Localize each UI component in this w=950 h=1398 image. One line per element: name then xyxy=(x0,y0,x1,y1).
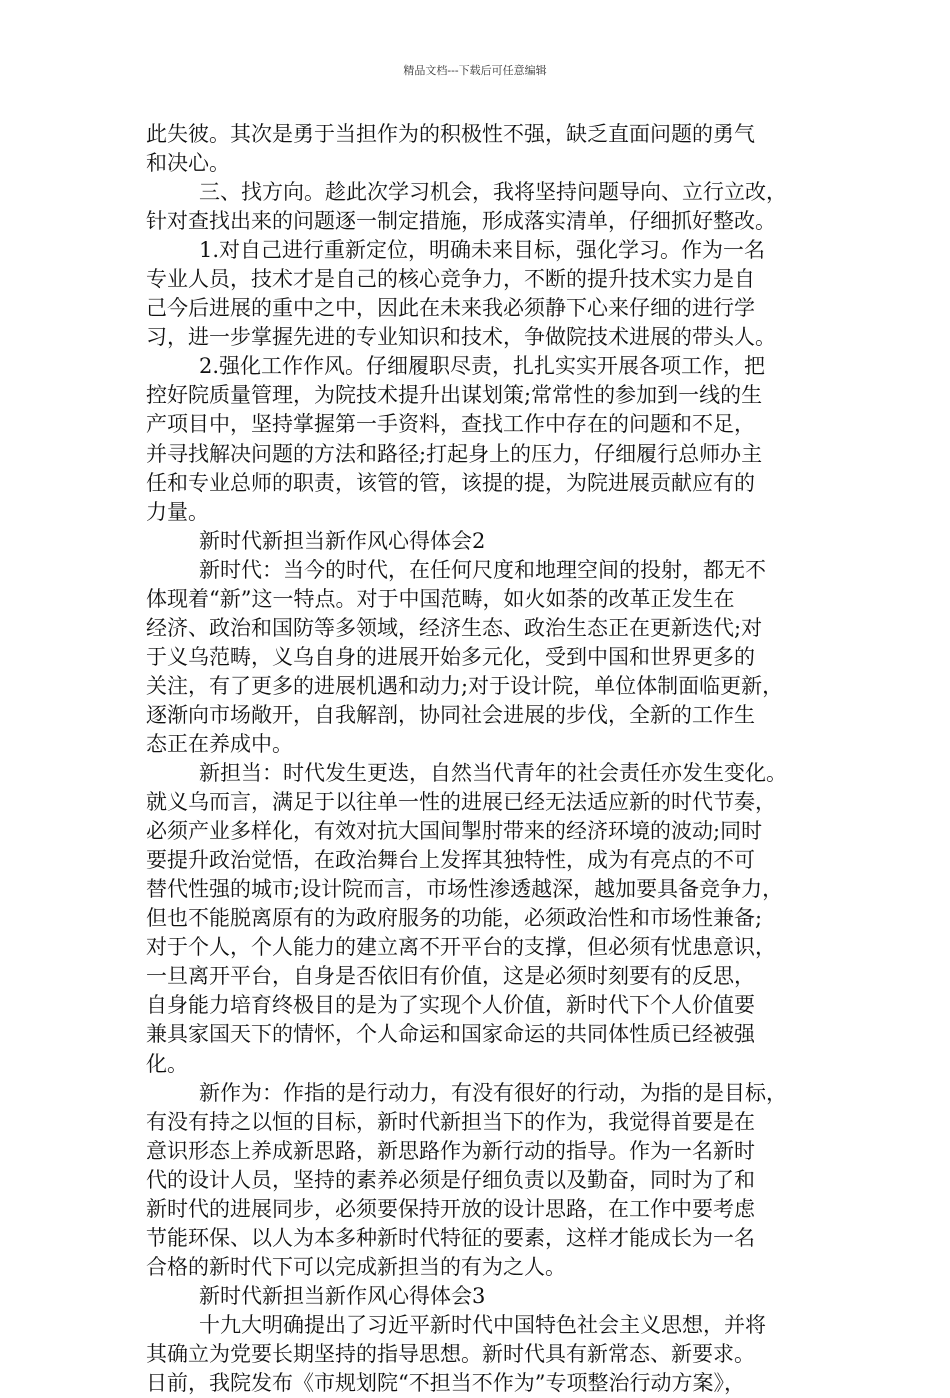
page-header: 精品文档---下载后可任意编辑 xyxy=(403,64,547,77)
text-line: 2.强化工作作风。仔细履职尽责，扎扎实实开展各项工作，把 xyxy=(199,354,766,379)
text-line: 节能环保、以人为本多种新时代特征的要素，这样才能成长为一名 xyxy=(146,1225,755,1250)
text-line: 意识形态上养成新思路，新思路作为新行动的指导。作为一名新时 xyxy=(146,1138,755,1163)
text-line: 新时代：当今的时代，在任何尺度和地理空间的投射，都无不 xyxy=(199,557,766,582)
text-line: 新时代新担当新作风心得体会3 xyxy=(199,1283,486,1308)
text-line: 有没有持之以恒的目标，新时代新担当下的作为，我觉得首要是在 xyxy=(146,1109,755,1134)
text-line: 对于个人，个人能力的建立离不开平台的支撑，但必须有忧患意识， xyxy=(146,935,776,960)
text-line: 代的设计人员，坚持的素养必须是仔细负责以及勤奋，同时为了和 xyxy=(146,1167,755,1192)
text-line: 要提升政治觉悟，在政治舞台上发挥其独特性，成为有亮点的不可 xyxy=(146,848,755,873)
text-line: 新时代新担当新作风心得体会2 xyxy=(199,528,486,553)
text-line: 三、找方向。趁此次学习机会，我将坚持问题导向、立行立改， xyxy=(199,180,787,205)
text-line: 十九大明确提出了习近平新时代中国特色社会主义思想，并将 xyxy=(199,1312,766,1337)
text-line: 日前，我院发布《市规划院“不担当不作为”专项整治行动方案》， xyxy=(146,1371,745,1396)
text-line: 力量。 xyxy=(146,499,209,524)
text-line: 己今后进展的重中之中，因此在未来我必须静下心来仔细的进行学 xyxy=(146,296,755,321)
text-line: 兼具家国天下的情怀，个人命运和国家命运的共同体性质已经被强 xyxy=(146,1022,755,1047)
text-line: 合格的新时代下可以完成新担当的有为之人。 xyxy=(146,1254,566,1279)
text-line: 新时代的进展同步，必须要保持开放的设计思路，在工作中要考虑 xyxy=(146,1196,755,1221)
text-line: 自身能力培育终极目的是为了实现个人价值，新时代下个人价值要 xyxy=(146,993,755,1018)
text-line: 任和专业总师的职责，该管的管，该提的提，为院进展贡献应有的 xyxy=(146,470,755,495)
text-line: 控好院质量管理，为院技术提升出谋划策;常常性的参加到一线的生 xyxy=(146,383,763,408)
text-line: 此失彼。其次是勇于当担作为的积极性不强，缺乏直面问题的勇气 xyxy=(146,122,755,146)
text-line: 关注，有了更多的进展机遇和动力;对于设计院，单位体制面临更新， xyxy=(146,673,784,698)
text-line: 逐渐向市场敞开，自我解剖，协同社会进展的步伐，全新的工作生 xyxy=(146,702,755,727)
text-line: 必须产业多样化，有效对抗大国间掣肘带来的经济环境的波动;同时 xyxy=(146,819,763,844)
text-line: 1.对自己进行重新定位，明确未来目标，强化学习。作为一名 xyxy=(199,238,766,263)
text-line: 替代性强的城市;设计院而言，市场性渗透越深，越加要具备竞争力， xyxy=(146,877,784,902)
text-line: 其确立为党要长期坚持的指导思想。新时代具有新常态、新要求。 xyxy=(146,1341,755,1366)
text-line: 于义乌范畴，义乌自身的进展开始多元化，受到中国和世界更多的 xyxy=(146,644,755,669)
text-line: 和决心。 xyxy=(146,151,230,176)
text-line: 习，进一步掌握先进的专业知识和技术，争做院技术进展的带头人。 xyxy=(146,325,776,350)
text-line: 化。 xyxy=(146,1051,188,1076)
text-line: 针对查找出来的问题逐一制定措施，形成落实清单，仔细抓好整改。 xyxy=(146,209,776,234)
text-line: 就义乌而言，满足于以往单一性的进展已经无法适应新的时代节奏， xyxy=(146,790,776,815)
text-line: 新作为：作指的是行动力，有没有很好的行动，为指的是目标， xyxy=(199,1080,787,1105)
text-line: 但也不能脱离原有的为政府服务的功能，必须政治性和市场性兼备; xyxy=(146,906,763,931)
text-line: 专业人员，技术才是自己的核心竞争力，不断的提升技术实力是自 xyxy=(146,267,755,292)
text-line: 态正在养成中。 xyxy=(146,731,293,756)
text-line: 一旦离开平台，自身是否依旧有价值，这是必须时刻要有的反思， xyxy=(146,964,755,989)
text-line: 经济、政治和国防等多领域，经济生态、政治生态正在更新迭代;对 xyxy=(146,615,763,640)
text-line: 产项目中，坚持掌握第一手资料，查找工作中存在的问题和不足， xyxy=(146,412,755,437)
text-line: 体现着“新”这一特点。对于中国范畴，如火如荼的改革正发生在 xyxy=(146,586,735,611)
document-body xyxy=(146,120,826,1398)
text-line: 并寻找解决问题的方法和路径;打起身上的压力，仔细履行总师办主 xyxy=(146,441,763,466)
text-line: 新担当：时代发生更迭，自然当代青年的社会责任亦发生变化。 xyxy=(199,761,787,786)
